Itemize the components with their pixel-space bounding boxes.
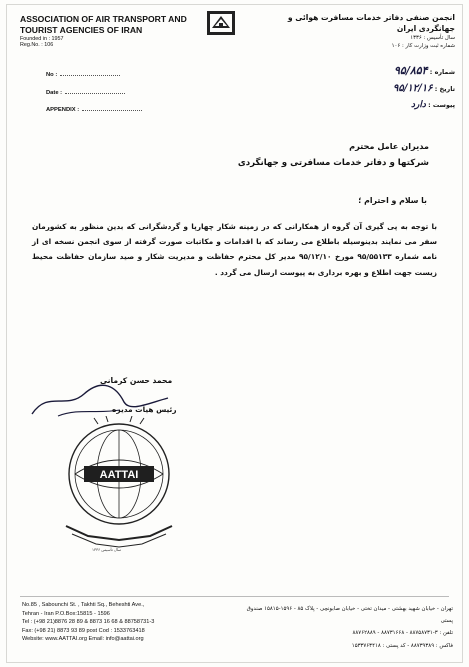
signatory-name: محمد حسن کرمانی <box>100 376 173 385</box>
footer-en-web: Website: www.AATTAI.org Email: info@aattai.org <box>22 636 144 643</box>
ref-appendix-en: APPENDIX : <box>46 106 142 113</box>
greeting: با سلام و احترام ؛ <box>358 196 427 205</box>
association-seal-icon <box>58 416 180 556</box>
addressee-line2: شرکتها و دفاتر خدمات مسافرتی و جهانگردی <box>237 158 429 168</box>
footer-fa-fax: فاکس : ۸۸۷۳۹۳۸۹ - کد پستی : ۱۵۳۳۷۶۳۴۱۸ <box>351 642 453 649</box>
ref-date-en: Date : <box>46 89 125 96</box>
footer-en-address: No.85 , Sabounchi St. , Takhti Sq., Beheshti Ave., <box>22 602 145 608</box>
letter-body: با توجه به پی گیری آن گروه از همکارانی که در زمینه شکار چهارپا و گردشگرانی که بدین منظور به کشورمان سفر می نمایند بدینوسیله باطلاع می رساند که با اقدامات و مکاتبات صورت گرفته از سوی انجمن نسخه ای از نامه شماره ۹۵/۵۵۱۳۳ مورخ ۹۵/۱۲/۱۰ مدیر کل محترم حفاظت و مدیریت شکار و صید سازمان حفاظت محیط زیست جهت اطلاع و بهره برداری به پیوست ارسال می گردد . <box>32 222 438 277</box>
founded-en: Founded in : 1957 <box>20 36 64 42</box>
footer-en-fax: Fax: (+98 21) 8873 93 89 post Cod : 1533763418 <box>22 627 145 634</box>
org-name-en-line2: TOURIST AGENCIES OF IRAN <box>20 25 143 35</box>
org-name-persian <box>265 12 455 50</box>
footer-divider <box>20 596 449 597</box>
ref-no-en: No : <box>46 71 120 78</box>
org-name-english <box>20 14 190 49</box>
page-border <box>6 4 463 663</box>
org-name-fa: انجمن صنفی دفاتر خدمات مسافرت هوائی و جهانگردی ایران <box>287 13 455 33</box>
letter-date: ۹۵/۱۲/۱۶ <box>392 83 433 94</box>
footer-en-tel: Tel : (+98 21)8876 28 89 & 8873 16 68 & 88758731-3 <box>22 619 155 626</box>
seal-center-text: AATTAI <box>99 469 139 481</box>
founded-fa: سال تأسیس : ۱۳۳۶ <box>410 35 455 41</box>
letter-number: ۹۵/۸۵۴ <box>394 64 428 77</box>
ref-number-fa: شماره : ۹۵/۸۵۴ <box>394 64 455 77</box>
handwritten-signature-icon <box>28 380 178 420</box>
ref-date-fa: تاریخ : ۹۵/۱۲/۱۶ <box>392 83 455 94</box>
reg-no-en: Reg.No. : 106 <box>20 42 54 49</box>
footer-persian <box>243 603 453 652</box>
footer-english <box>22 601 212 644</box>
org-name-en-line1: ASSOCIATION OF AIR TRANSPORT AND <box>20 14 187 24</box>
footer-en-city: Tehran - Iran P.O.Box:15815 - 1596 <box>22 610 110 617</box>
signatory-title: رئیس هیات مدیره <box>112 405 177 414</box>
addressee-line1: مدیران عامل محترم <box>349 141 429 151</box>
seal-year-text: سال تأسیس ۱۳۳۶ <box>92 547 122 552</box>
association-logo-icon <box>206 10 236 36</box>
footer-fa-address: تهران - خیابان شهید بهشتی - میدان تختی - خیابان صابونچی - پلاک ۸۵ - ۱۵۹۶-۱۵۸۱۵ صندوق پستی <box>246 606 453 625</box>
ref-attachment-fa: پیوست : دارد <box>411 100 455 110</box>
reg-no-fa: شماره ثبت وزارت کار : ۱۰۶ <box>391 43 455 49</box>
footer-fa-tel: تلفن : ۳-۸۸۷۵۸۷۳۱ - ۸۸۷۳۱۶۶۸ - ۸۸۷۶۲۸۸۹ <box>352 630 453 637</box>
attachment-value: دارد <box>411 100 426 110</box>
